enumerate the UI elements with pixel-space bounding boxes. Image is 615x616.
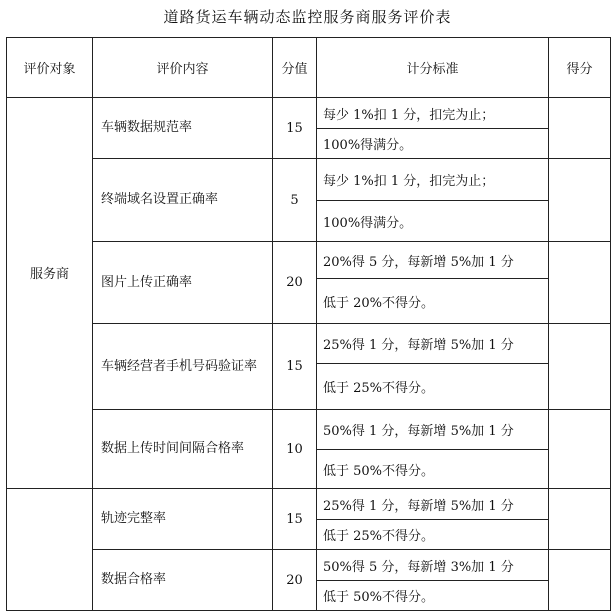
result-cell[interactable] [549, 242, 611, 324]
standard-line-1: 50%得 5 分，每新增 3%加 1 分 [317, 550, 549, 581]
score-cell: 10 [273, 410, 317, 489]
table-row [7, 159, 611, 201]
result-cell[interactable] [549, 489, 611, 550]
standard-line-1: 25%得 1 分，每新增 5%加 1 分 [317, 324, 549, 364]
table-row [7, 98, 611, 129]
result-cell[interactable] [549, 550, 611, 611]
result-cell[interactable] [549, 324, 611, 410]
header-result: 得分 [549, 38, 611, 98]
object-cell-continued [7, 489, 93, 611]
standard-line-2: 低于 25%不得分。 [317, 364, 549, 410]
result-cell[interactable] [549, 410, 611, 489]
header-standard: 计分标准 [317, 38, 549, 98]
content-cell: 终端域名设置正确率 [93, 159, 273, 242]
table-title: 道路货运车辆动态监控服务商服务评价表 [163, 8, 452, 26]
standard-line-1: 每少 1%扣 1 分，扣完为止； [317, 159, 549, 201]
standard-line-2: 100%得满分。 [317, 201, 549, 242]
standard-line-2: 低于 50%不得分。 [317, 581, 549, 611]
content-cell: 数据上传时间间隔合格率 [93, 410, 273, 489]
standard-line-1: 25%得 1 分，每新增 5%加 1 分 [317, 489, 549, 520]
score-cell: 15 [273, 324, 317, 410]
score-cell: 15 [273, 489, 317, 550]
standard-line-1: 每少 1%扣 1 分，扣完为止； [317, 98, 549, 129]
standard-line-2: 低于 25%不得分。 [317, 520, 549, 550]
score-cell: 15 [273, 98, 317, 159]
table-row [7, 550, 611, 581]
content-cell: 车辆经营者手机号码验证率 [93, 324, 273, 410]
object-cell: 服务商 [7, 98, 93, 489]
score-cell: 20 [273, 242, 317, 324]
header-row [7, 38, 611, 98]
header-content: 评价内容 [93, 38, 273, 98]
table-row [7, 242, 611, 279]
header-object: 评价对象 [7, 38, 93, 98]
standard-line-1: 20%得 5 分，每新增 5%加 1 分 [317, 242, 549, 279]
evaluation-table [6, 37, 611, 611]
header-score: 分值 [273, 38, 317, 98]
result-cell[interactable] [549, 98, 611, 159]
table-row [7, 489, 611, 520]
standard-line-2: 低于 50%不得分。 [317, 450, 549, 489]
standard-line-1: 50%得 1 分，每新增 5%加 1 分 [317, 410, 549, 450]
standard-line-2: 100%得满分。 [317, 129, 549, 159]
table-row [7, 410, 611, 450]
content-cell: 图片上传正确率 [93, 242, 273, 324]
content-cell: 轨迹完整率 [93, 489, 273, 550]
score-cell: 20 [273, 550, 317, 611]
content-cell: 数据合格率 [93, 550, 273, 611]
score-cell: 5 [273, 159, 317, 242]
content-cell: 车辆数据规范率 [93, 98, 273, 159]
standard-line-2: 低于 20%不得分。 [317, 279, 549, 324]
result-cell[interactable] [549, 159, 611, 242]
table-row [7, 324, 611, 364]
